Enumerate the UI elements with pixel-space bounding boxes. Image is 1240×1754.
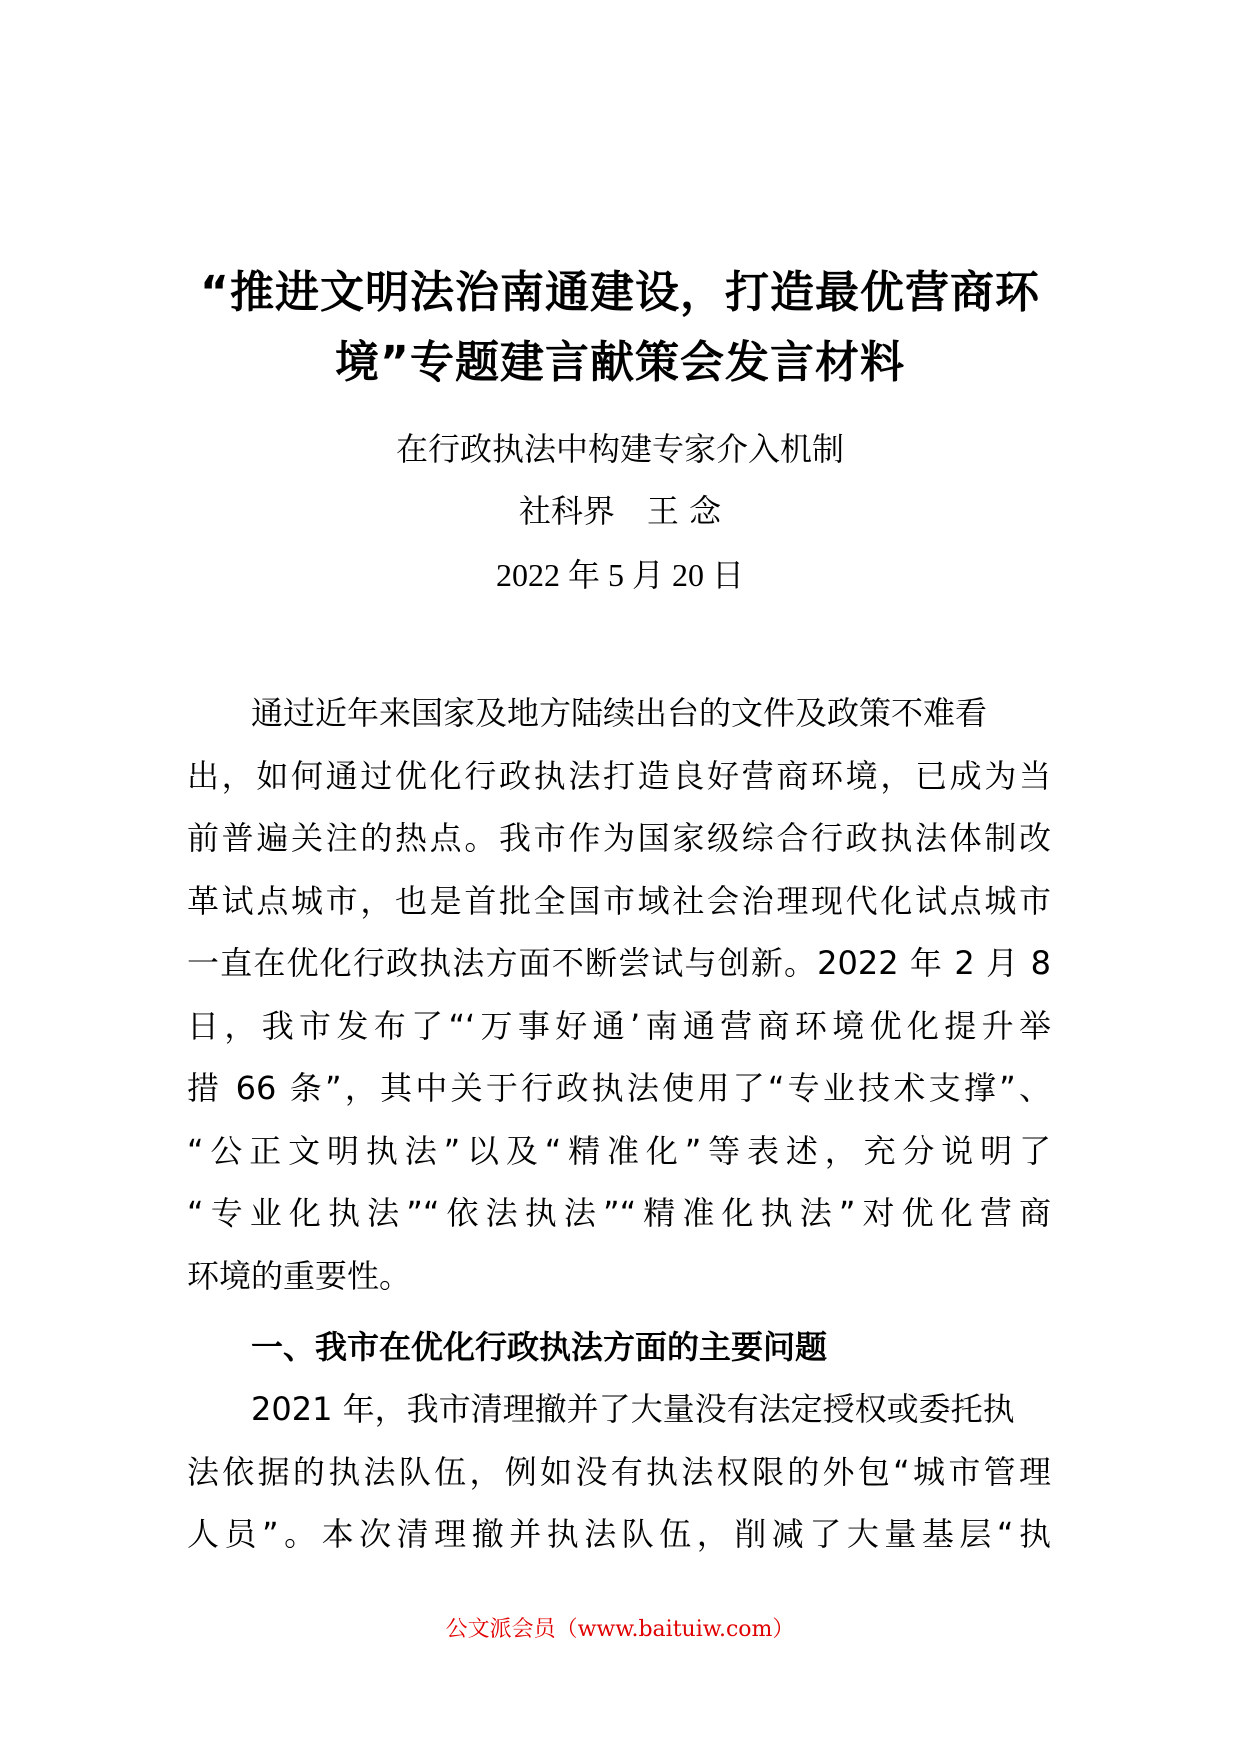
- paragraph-line: 革试点城市，也是首批全国市域社会治理现代化试点城市: [187, 881, 1051, 920]
- footer-watermark: 公文派会员（www.baituiw.com）: [445, 1617, 795, 1642]
- section-heading-1: [187, 1316, 1051, 1379]
- document-date: 2022 年 5 月 20 日: [495, 557, 744, 593]
- document-author: 社科界 王 念: [518, 492, 722, 530]
- paragraph-line: 一直在优化行政执法方面不断尝试与创新。2022 年 2 月 8: [187, 944, 1051, 982]
- paragraph-line: 2021 年，我市清理撤并了大量没有法定授权或委托执: [251, 1390, 1015, 1428]
- section-heading-text: 一、我市在优化行政执法方面的主要问题: [251, 1328, 828, 1366]
- paragraph-line: 环境的重要性。: [187, 1256, 412, 1295]
- paragraph-line: 前普遍关注的热点。我市作为国家级综合行政执法体制改: [187, 819, 1051, 857]
- paragraph-line: 日，我市发布了“‘万事好通’南通营商环境优化提升举: [187, 1006, 1051, 1045]
- paragraph-line: “公正文明执法”以及“精准化”等表述，充分说明了: [187, 1131, 1051, 1170]
- document-title: [150, 258, 1090, 398]
- paragraph-line: 人员”。本次清理撤并执法队伍，削减了大量基层“执: [187, 1515, 1051, 1553]
- paragraph-line: 通过近年来国家及地方陆续出台的文件及政策不难看: [251, 694, 988, 732]
- paragraph-line: 法依据的执法队伍，例如没有执法权限的外包“城市管理: [187, 1452, 1051, 1491]
- title-line-1: “推进文明法治南通建设，打造最优营商环: [200, 267, 1040, 318]
- paragraph-line: 出，如何通过优化行政执法打造良好营商环境，已成为当: [187, 756, 1051, 795]
- paragraph-2: [187, 1378, 1051, 1566]
- document-subtitle: 在行政执法中构建专家介入机制: [395, 430, 844, 468]
- paragraph-line: 措 66 条”，其中关于行政执法使用了“专业技术支撑”、: [187, 1069, 1051, 1107]
- paragraph-line: “专业化执法”“依法执法”“精准化执法”对优化营商: [187, 1194, 1051, 1232]
- paragraph-1: [187, 682, 1051, 1307]
- title-line-2: 境”专题建言献策会发言材料: [335, 337, 905, 388]
